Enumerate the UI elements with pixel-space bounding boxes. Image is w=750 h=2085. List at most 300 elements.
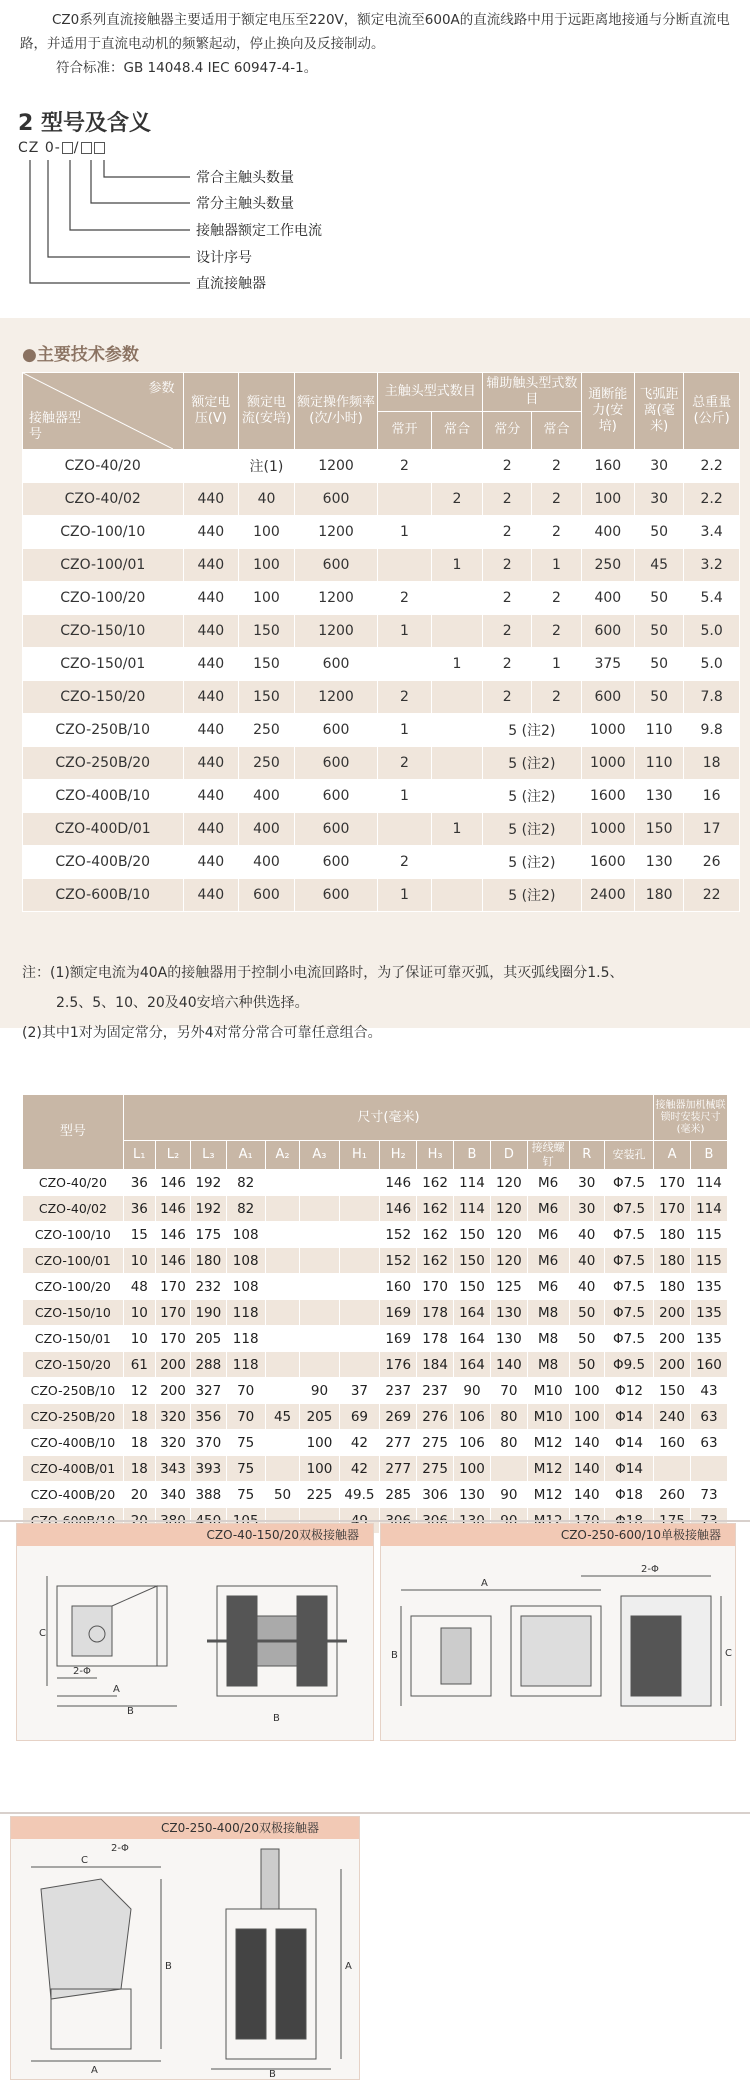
dims-cell (300, 1248, 339, 1274)
dims-cell: 152 (380, 1248, 417, 1274)
dims-cell: 100 (569, 1404, 604, 1430)
params-cell: 50 (635, 615, 684, 648)
params-cell: 1000 (581, 813, 635, 846)
params-cell: 150 (239, 648, 295, 681)
params-row (23, 714, 740, 747)
dims-cell: 15 (123, 1222, 155, 1248)
dims-cell (339, 1326, 380, 1352)
model-prefix: CZ 0- (18, 140, 61, 156)
dims-cell: Φ14 (604, 1430, 653, 1456)
drawing-panel-1 (16, 1523, 374, 1741)
params-cell: 400 (239, 813, 295, 846)
params-cell: 1200 (294, 582, 377, 615)
params-cell: 600 (581, 615, 635, 648)
params-cell (431, 879, 482, 912)
params-cell: 40 (239, 483, 295, 516)
dims-cell (690, 1456, 727, 1482)
dims-cell: 61 (123, 1352, 155, 1378)
dims-cell (265, 1196, 299, 1222)
params-cell: 440 (183, 582, 239, 615)
dims-row (23, 1352, 728, 1378)
dims-cell: 288 (191, 1352, 226, 1378)
params-cell: 5 (注2) (483, 780, 581, 813)
dims-cell: 176 (380, 1352, 417, 1378)
dims-cell (300, 1170, 339, 1196)
svg-text:B: B (391, 1650, 398, 1661)
dims-cell: 100 (569, 1378, 604, 1404)
params-cell: 2 (378, 846, 432, 879)
params-cell: 440 (183, 615, 239, 648)
params-cell (378, 648, 432, 681)
dims-cell: 50 (569, 1300, 604, 1326)
params-cell: CZO-100/01 (23, 549, 184, 582)
dims-cell: CZO-40/20 (23, 1170, 124, 1196)
params-cell: 2 (483, 516, 532, 549)
dims-cell (339, 1274, 380, 1300)
params-cell: 5 (注2) (483, 747, 581, 780)
svg-text:B: B (273, 1713, 280, 1724)
dims-cell: 232 (191, 1274, 226, 1300)
params-cell: 1 (378, 516, 432, 549)
params-cell: CZO-400D/01 (23, 813, 184, 846)
note-1b: 2.5、5、10、20及40安培六种供选择。 (56, 995, 309, 1011)
dims-cell: 70 (490, 1378, 527, 1404)
dims-cell: 170 (654, 1196, 691, 1222)
drawing-panel-2 (380, 1523, 736, 1741)
dims-cell: 50 (569, 1352, 604, 1378)
dims-cell: 70 (226, 1404, 265, 1430)
params-cell: 440 (183, 516, 239, 549)
params-cell: 440 (183, 846, 239, 879)
dims-cell: M10 (527, 1378, 569, 1404)
params-cell: 100 (581, 483, 635, 516)
dims-cell: CZO-150/01 (23, 1326, 124, 1352)
dims-cell: 146 (155, 1170, 190, 1196)
dims-cell: 370 (191, 1430, 226, 1456)
dims-cell (265, 1456, 299, 1482)
params-cell (431, 582, 482, 615)
params-cell: 150 (239, 615, 295, 648)
dims-cell: M6 (527, 1248, 569, 1274)
params-cell: 1000 (581, 747, 635, 780)
params-cell: 1 (431, 813, 482, 846)
svg-text:B: B (165, 1961, 172, 1972)
params-title: ●主要技术参数 (22, 345, 139, 365)
params-row (23, 615, 740, 648)
params-cell: 3.2 (684, 549, 740, 582)
th-current: 额定电流(安培) (239, 373, 295, 450)
svg-text:B: B (269, 2069, 276, 2079)
dims-cell: 90 (454, 1378, 491, 1404)
params-cell: 180 (635, 879, 684, 912)
dims-cell: 160 (690, 1352, 727, 1378)
dims-cell: M6 (527, 1222, 569, 1248)
params-cell: 400 (581, 582, 635, 615)
params-cell: CZO-150/10 (23, 615, 184, 648)
params-cell: 5 (注2) (483, 879, 581, 912)
params-cell (378, 483, 432, 516)
dims-cell: 140 (569, 1430, 604, 1456)
params-cell: 600 (581, 681, 635, 714)
params-cell: 2 (483, 450, 532, 483)
params-cell: 440 (183, 549, 239, 582)
dims-cell (265, 1222, 299, 1248)
dims-col-header: B (690, 1141, 727, 1170)
dims-col-header: A₃ (300, 1141, 339, 1170)
params-cell: 440 (183, 780, 239, 813)
dims-table (22, 1094, 728, 1534)
legend-nc-count: 常合主触头数量 (196, 170, 294, 186)
dims-cell: 237 (380, 1378, 417, 1404)
dims-row (23, 1196, 728, 1222)
dims-cell: 320 (155, 1430, 190, 1456)
dims-cell (265, 1300, 299, 1326)
params-row (23, 549, 740, 582)
params-cell: CZO-100/10 (23, 516, 184, 549)
dims-cell: 164 (454, 1300, 491, 1326)
params-cell: 2 (532, 681, 581, 714)
dims-cell: CZO-150/10 (23, 1300, 124, 1326)
params-cell: 18 (684, 747, 740, 780)
params-row (23, 582, 740, 615)
dims-col-header: A (654, 1141, 691, 1170)
params-cell: 150 (635, 813, 684, 846)
dims-cell: 200 (155, 1378, 190, 1404)
dims-cell: 73 (690, 1482, 727, 1508)
dims-cell: M8 (527, 1300, 569, 1326)
params-cell: 30 (635, 450, 684, 483)
params-cell: 440 (183, 648, 239, 681)
dims-cell: 30 (569, 1196, 604, 1222)
dims-cell (339, 1352, 380, 1378)
params-cell: 1 (378, 615, 432, 648)
dims-cell: 327 (191, 1378, 226, 1404)
dims-cell (265, 1430, 299, 1456)
dims-cell: 69 (339, 1404, 380, 1430)
dims-col-header: R (569, 1141, 604, 1170)
dims-cell: 40 (569, 1222, 604, 1248)
th-freq: 额定操作频率(次/小时) (294, 373, 377, 450)
dims-cell: 36 (123, 1196, 155, 1222)
params-cell: 5 (注2) (483, 846, 581, 879)
dims-cell: 164 (454, 1352, 491, 1378)
dims-cell: 63 (690, 1404, 727, 1430)
dims-cell: 115 (690, 1248, 727, 1274)
legend-rated-current: 接触器额定工作电流 (196, 223, 322, 239)
params-cell: 400 (239, 780, 295, 813)
params-cell (431, 450, 482, 483)
params-cell: 9.8 (684, 714, 740, 747)
params-cell: 600 (294, 780, 377, 813)
dims-cell (300, 1196, 339, 1222)
dims-cell: 120 (490, 1248, 527, 1274)
dims-cell: 108 (226, 1222, 265, 1248)
params-cell: 440 (183, 714, 239, 747)
params-cell (431, 747, 482, 780)
dims-cell: 162 (417, 1170, 454, 1196)
params-cell: 2 (532, 483, 581, 516)
dims-cell: 152 (380, 1222, 417, 1248)
dims-cell: CZO-250B/10 (23, 1378, 124, 1404)
params-cell: CZO-250B/20 (23, 747, 184, 780)
dims-cell: 160 (380, 1274, 417, 1300)
th-main-no: 常开 (378, 411, 432, 450)
params-cell: 2 (483, 615, 532, 648)
params-cell: 440 (183, 879, 239, 912)
model-code: CZ 0- / (18, 140, 106, 156)
dims-row (23, 1274, 728, 1300)
params-cell: 110 (635, 747, 684, 780)
dims-cell: 118 (226, 1326, 265, 1352)
params-row (23, 747, 740, 780)
params-cell: 5 (注2) (483, 714, 581, 747)
dims-cell: 393 (191, 1456, 226, 1482)
params-cell: 1 (378, 780, 432, 813)
dims-cell: M10 (527, 1404, 569, 1430)
dims-cell: 146 (155, 1222, 190, 1248)
dims-cell: 184 (417, 1352, 454, 1378)
dims-cell: Φ9.5 (604, 1352, 653, 1378)
dims-cell (339, 1300, 380, 1326)
params-cell: 600 (294, 714, 377, 747)
dims-cell: Φ14 (604, 1456, 653, 1482)
dims-cell: 114 (690, 1196, 727, 1222)
dims-row (23, 1404, 728, 1430)
dims-col-header: H₃ (417, 1141, 454, 1170)
dims-row (23, 1222, 728, 1248)
dims-cell (339, 1196, 380, 1222)
note-2: (2)其中1对为固定常分，另外4对常分常合可靠任意组合。 (22, 1025, 382, 1041)
params-cell: 600 (294, 549, 377, 582)
drawing-caption-3: CZ0-250-400/20双极接触器 (11, 1817, 359, 1839)
dims-cell: Φ18 (604, 1482, 653, 1508)
params-cell: 150 (239, 681, 295, 714)
params-cell: 3.4 (684, 516, 740, 549)
params-cell: 1600 (581, 846, 635, 879)
dims-cell: 175 (191, 1222, 226, 1248)
params-cell: 440 (183, 813, 239, 846)
dims-cell: 120 (490, 1222, 527, 1248)
dims-cell: 170 (155, 1326, 190, 1352)
dims-cell: 178 (417, 1326, 454, 1352)
dims-cell: 237 (417, 1378, 454, 1404)
params-cell: 600 (239, 879, 295, 912)
dims-cell: 100 (454, 1456, 491, 1482)
params-cell: 2.2 (684, 483, 740, 516)
dims-cell: 40 (569, 1274, 604, 1300)
params-cell: 440 (183, 681, 239, 714)
dims-cell (300, 1274, 339, 1300)
svg-text:C: C (81, 1855, 88, 1866)
dims-row (23, 1170, 728, 1196)
dims-row (23, 1326, 728, 1352)
svg-text:C: C (725, 1648, 732, 1659)
dims-cell: Φ7.5 (604, 1326, 653, 1352)
params-cell (183, 450, 239, 483)
params-row (23, 648, 740, 681)
dims-cell: 160 (654, 1430, 691, 1456)
dims-cell: 146 (380, 1170, 417, 1196)
params-cell: 2 (483, 681, 532, 714)
dims-cell: 80 (490, 1430, 527, 1456)
dims-cell (300, 1326, 339, 1352)
params-cell: 1200 (294, 450, 377, 483)
params-cell: 600 (294, 879, 377, 912)
dims-cell: 120 (490, 1196, 527, 1222)
dims-cell: 118 (226, 1300, 265, 1326)
dims-cell: 42 (339, 1456, 380, 1482)
dims-cell: 140 (569, 1482, 604, 1508)
dims-cell: 178 (417, 1300, 454, 1326)
dims-cell: 75 (226, 1430, 265, 1456)
dims-cell: 140 (490, 1352, 527, 1378)
params-cell (431, 615, 482, 648)
legend-dc-contactor: 直流接触器 (196, 276, 266, 292)
params-cell: 2 (378, 747, 432, 780)
th-main-nc: 常合 (431, 411, 482, 450)
params-cell: 400 (581, 516, 635, 549)
intro-paragraph: CZ0系列直流接触器主要适用于额定电压至220V，额定电流至600A的直流线路中用于远距离地接通与分断直流电路，并适用于直流电动机的频繁起动，停止换向及反接制动。 (20, 12, 730, 52)
svg-text:A: A (91, 2065, 98, 2076)
params-cell: 130 (635, 780, 684, 813)
dims-cell: 135 (690, 1274, 727, 1300)
params-cell: 50 (635, 582, 684, 615)
dims-cell: 170 (155, 1274, 190, 1300)
params-cell: 7.8 (684, 681, 740, 714)
dims-col-header: H₂ (380, 1141, 417, 1170)
dims-col-header: B (454, 1141, 491, 1170)
params-cell: 30 (635, 483, 684, 516)
dims-cell: 140 (569, 1456, 604, 1482)
params-cell: 2 (378, 681, 432, 714)
dims-cell: 180 (654, 1222, 691, 1248)
params-cell: CZO-600B/10 (23, 879, 184, 912)
dims-cell: 10 (123, 1326, 155, 1352)
dims-cell: 43 (690, 1378, 727, 1404)
svg-text:2-Φ: 2-Φ (73, 1666, 91, 1677)
dims-cell: 200 (654, 1326, 691, 1352)
dims-cell: 169 (380, 1326, 417, 1352)
params-row (23, 846, 740, 879)
dims-cell: M8 (527, 1326, 569, 1352)
dims-cell (265, 1378, 299, 1404)
legend-no-count: 常分主触头数量 (196, 196, 294, 212)
params-cell: 1 (431, 648, 482, 681)
params-cell: CZO-100/20 (23, 582, 184, 615)
notes (22, 958, 742, 1048)
dims-col-header: A₁ (226, 1141, 265, 1170)
dims-cell: 10 (123, 1300, 155, 1326)
params-cell: 17 (684, 813, 740, 846)
dims-cell: 18 (123, 1430, 155, 1456)
dims-cell: 275 (417, 1456, 454, 1482)
dims-cell: CZO-40/02 (23, 1196, 124, 1222)
th-capacity: 通断能力(安培) (581, 373, 635, 450)
dims-cell: 50 (569, 1326, 604, 1352)
dims-cell: 150 (454, 1222, 491, 1248)
dims-cell: 30 (569, 1170, 604, 1196)
dims-cell: 36 (123, 1170, 155, 1196)
dims-th-model: 型号 (23, 1095, 124, 1170)
dims-cell: 180 (654, 1274, 691, 1300)
params-cell: 2 (532, 516, 581, 549)
th-arc: 飞弧距离(毫米) (635, 373, 684, 450)
dims-cell: 150 (654, 1378, 691, 1404)
diag-bottom-label: 接触器型号 (29, 411, 82, 442)
params-row (23, 813, 740, 846)
params-cell: 2 (483, 483, 532, 516)
params-cell: CZO-250B/10 (23, 714, 184, 747)
dims-cell: CZO-100/01 (23, 1248, 124, 1274)
dims-cell: 200 (654, 1300, 691, 1326)
dims-cell: 106 (454, 1430, 491, 1456)
dims-cell: 18 (123, 1404, 155, 1430)
params-cell: 1200 (294, 516, 377, 549)
dims-cell (490, 1456, 527, 1482)
dims-row (23, 1430, 728, 1456)
params-cell: CZO-400B/20 (23, 846, 184, 879)
dims-cell: 146 (155, 1196, 190, 1222)
dims-cell: 164 (454, 1326, 491, 1352)
dims-cell: 100 (300, 1456, 339, 1482)
dims-col-header: 接线螺钉 (527, 1141, 569, 1170)
params-cell: 2 (483, 549, 532, 582)
dims-cell: M8 (527, 1352, 569, 1378)
dims-cell: 340 (155, 1482, 190, 1508)
dims-cell (265, 1274, 299, 1300)
params-cell: 100 (239, 549, 295, 582)
dims-cell: 135 (690, 1326, 727, 1352)
params-row (23, 483, 740, 516)
params-cell: 2.2 (684, 450, 740, 483)
params-cell: 2 (532, 615, 581, 648)
params-cell: 160 (581, 450, 635, 483)
dims-cell: 169 (380, 1300, 417, 1326)
params-row (23, 450, 740, 483)
dims-cell: 285 (380, 1482, 417, 1508)
th-main-contacts: 主触头型式数目 (378, 373, 483, 412)
diag-header (23, 373, 184, 450)
dims-cell: 70 (226, 1378, 265, 1404)
params-cell: 22 (684, 879, 740, 912)
params-cell: 600 (294, 483, 377, 516)
dims-cell: 276 (417, 1404, 454, 1430)
dims-cell: 269 (380, 1404, 417, 1430)
params-cell: 600 (294, 648, 377, 681)
params-cell: 2 (532, 450, 581, 483)
dims-cell: 306 (417, 1482, 454, 1508)
dims-cell: 80 (490, 1404, 527, 1430)
dims-cell: 162 (417, 1222, 454, 1248)
dims-cell: 130 (490, 1326, 527, 1352)
params-cell: 1200 (294, 681, 377, 714)
dims-cell: 170 (155, 1300, 190, 1326)
dims-cell: 192 (191, 1196, 226, 1222)
dims-cell: 125 (490, 1274, 527, 1300)
dims-cell: 49.5 (339, 1482, 380, 1508)
dims-cell: 100 (300, 1430, 339, 1456)
dims-cell: 75 (226, 1456, 265, 1482)
dims-cell: 114 (454, 1196, 491, 1222)
dims-cell: 150 (454, 1274, 491, 1300)
dims-cell: M12 (527, 1430, 569, 1456)
svg-text:2-Φ: 2-Φ (111, 1843, 129, 1854)
params-row (23, 879, 740, 912)
dims-cell: Φ7.5 (604, 1300, 653, 1326)
dims-cell: Φ7.5 (604, 1170, 653, 1196)
params-cell (378, 813, 432, 846)
dims-row (23, 1482, 728, 1508)
